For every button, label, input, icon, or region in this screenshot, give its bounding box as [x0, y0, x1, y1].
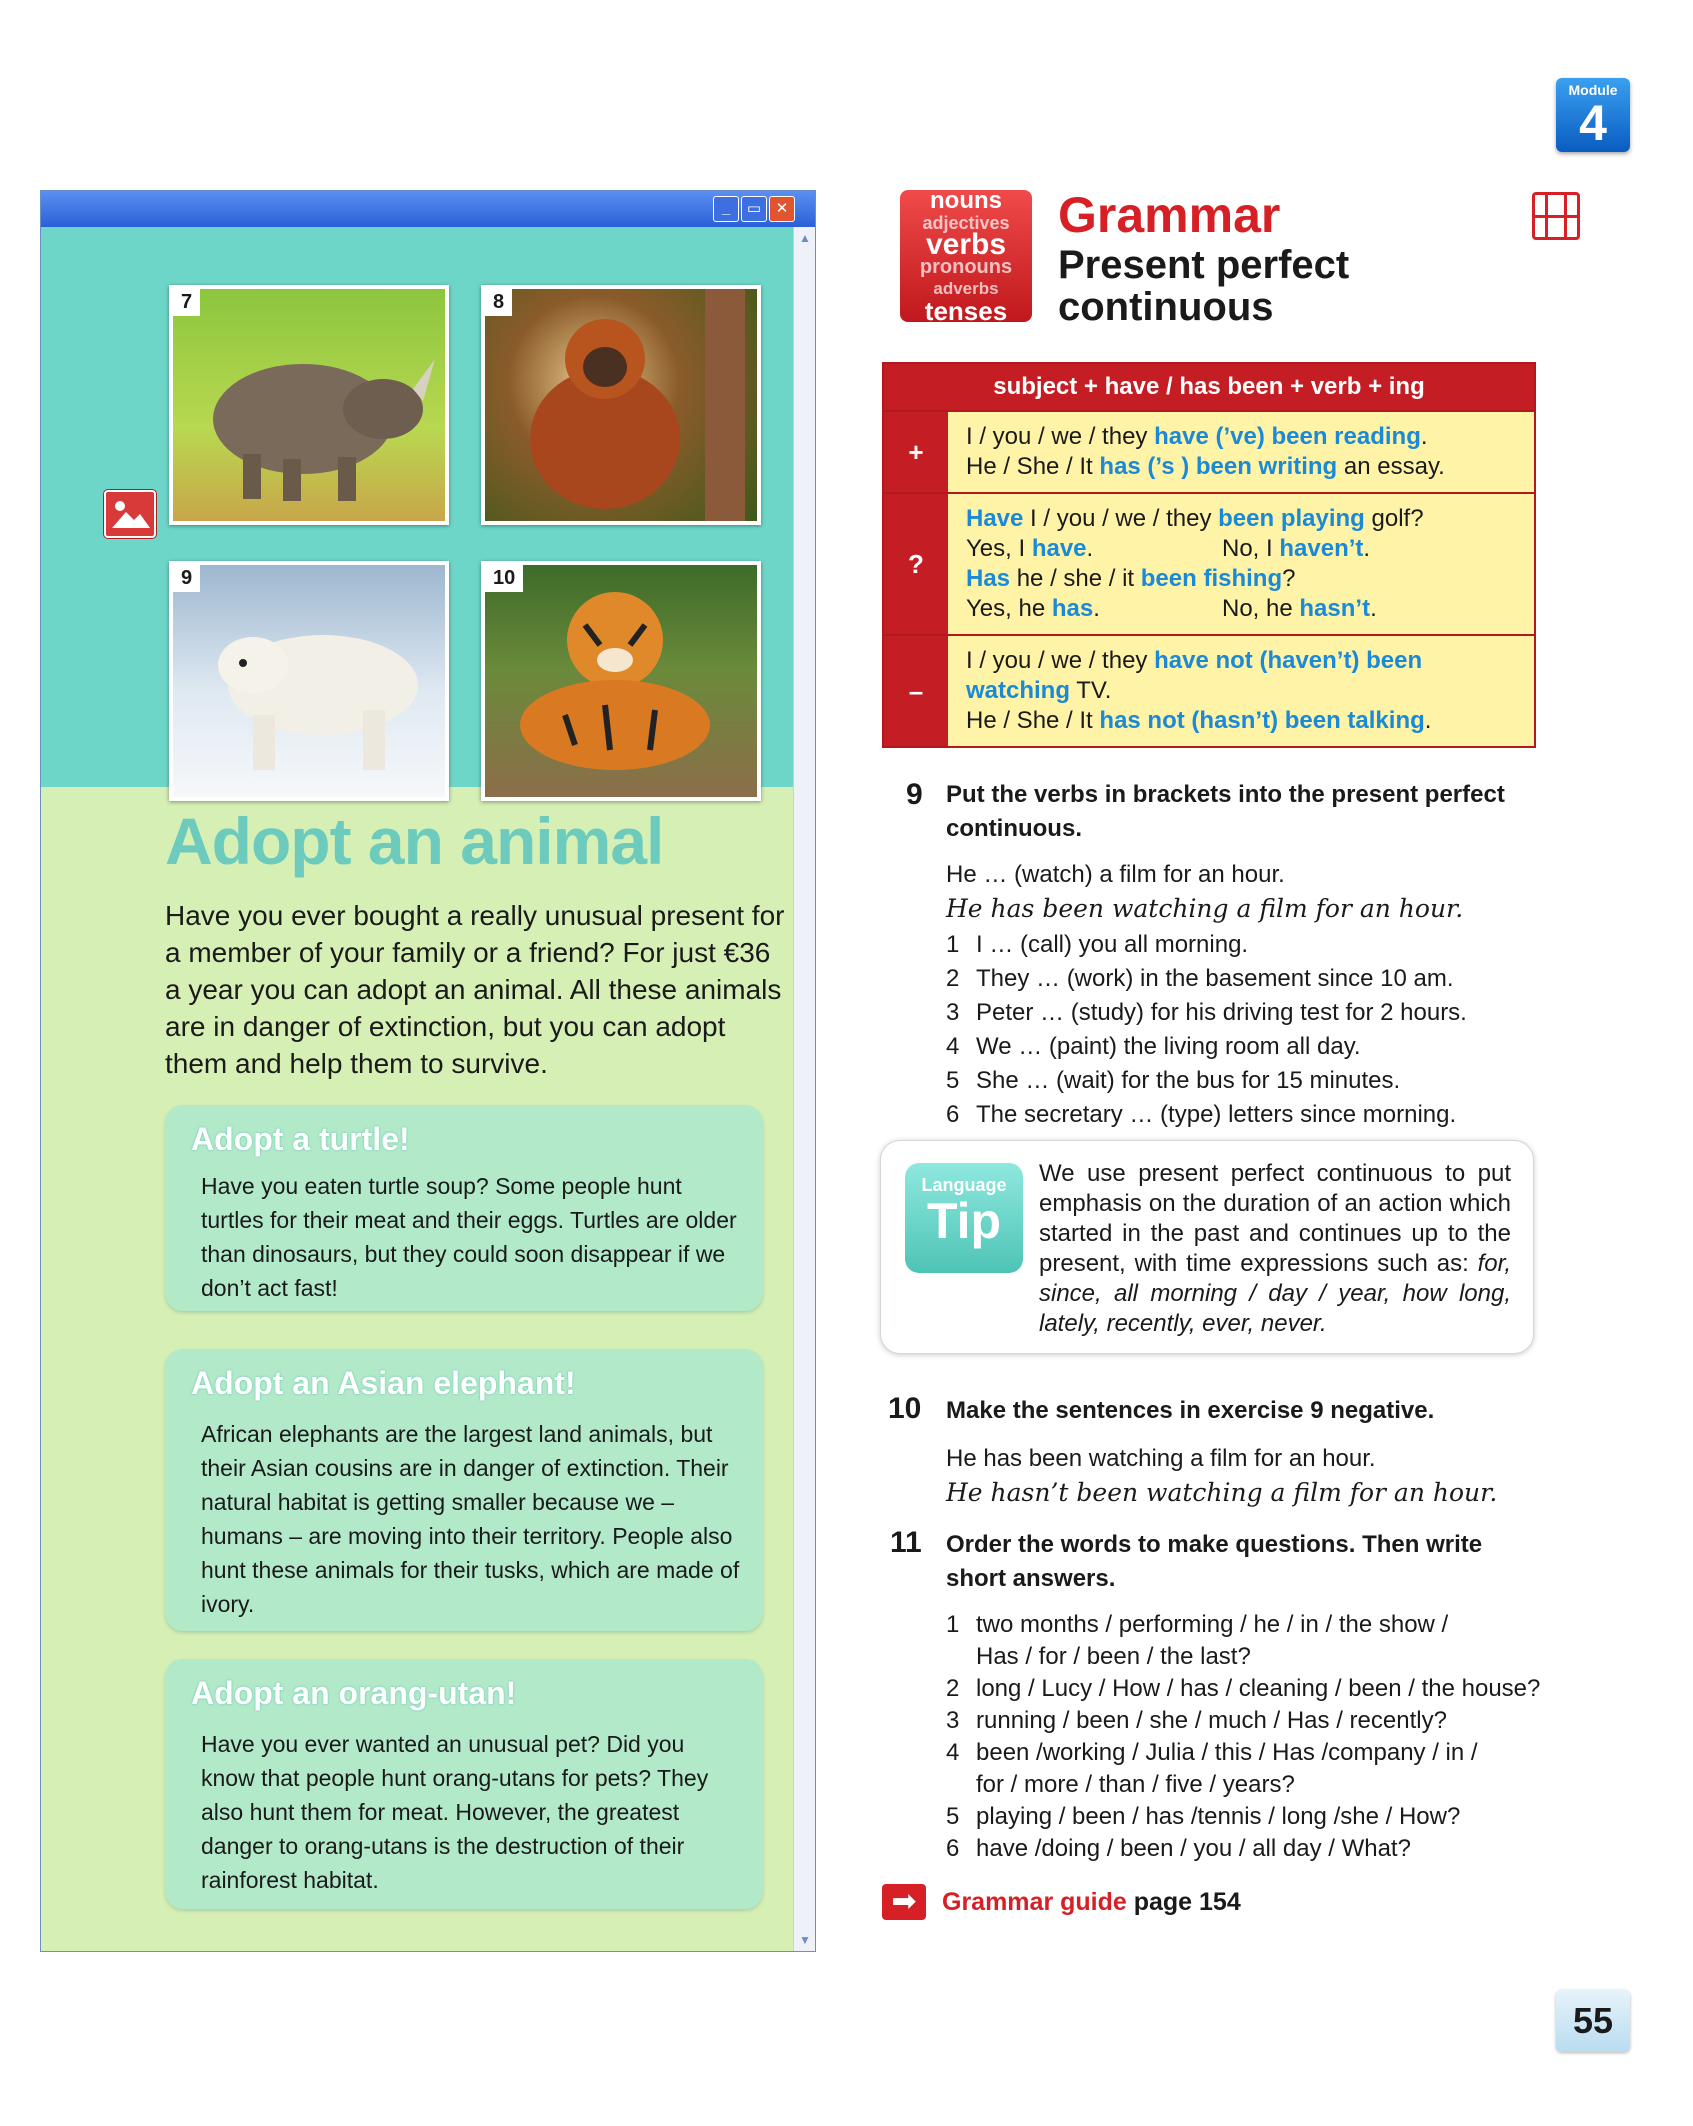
exercise-11-item-number: 4 [946, 1739, 960, 1766]
window-titlebar [41, 191, 816, 227]
minimize-button[interactable]: _ [713, 196, 739, 222]
grammar-table [882, 362, 1536, 748]
box-title: Adopt an Asian elephant! [191, 1365, 576, 1401]
photo-rhino[interactable] [169, 285, 449, 525]
scrollbar[interactable] [793, 227, 816, 1952]
exercise-10-number: 10 [888, 1392, 922, 1425]
logo-word: verbs [925, 228, 1007, 261]
text: TV. [1070, 677, 1112, 704]
exercise-9-item-text: They … (work) in the basement since 10 am. [976, 965, 1454, 992]
exercise-9-instruction: Put the verbs in brackets into the present perfect continuous. [946, 781, 1505, 842]
tip-text [1039, 1159, 1511, 1339]
photo-tiger[interactable] [481, 561, 761, 801]
orangutan-photo-icon [485, 289, 757, 521]
guide-link-label: Grammar guide [942, 1888, 1127, 1916]
exercise-9-item-text: She … (wait) for the bus for 15 minutes. [976, 1067, 1401, 1094]
text: . [1370, 595, 1377, 622]
exercise-11-item-text: two months / performing / he / in / the show / [976, 1611, 1449, 1638]
text: I / you / we / they [966, 647, 1155, 674]
exercise-10-instruction: Make the sentences in exercise 9 negative. [946, 1397, 1435, 1424]
photo-number: 7 [173, 289, 200, 316]
box-elephant [165, 1349, 763, 1631]
exercise-9-example: He … (watch) a film for an hour. [946, 861, 1285, 888]
language-tip-box [880, 1140, 1534, 1354]
film-icon[interactable] [1532, 192, 1580, 240]
polar-bear-photo-icon [173, 565, 445, 797]
image-gallery-icon[interactable] [104, 490, 156, 538]
module-badge [1556, 78, 1630, 152]
exercise-9-item-text: We … (paint) the living room all day. [976, 1033, 1361, 1060]
exercise-11-item-number: 5 [946, 1803, 960, 1830]
table-row-question [884, 492, 1534, 634]
text: . [1420, 423, 1428, 450]
text: He / She / It [966, 707, 1100, 734]
grammar-guide-link[interactable] [942, 1888, 1241, 1917]
exercise-11-item-text: have /doing / been / you / all day / What? [976, 1835, 1411, 1862]
module-label: Module [1568, 82, 1618, 98]
highlight: have [1031, 535, 1087, 562]
text: No, I [1222, 535, 1280, 562]
exercise-11-item-number: 1 [946, 1611, 960, 1638]
exercise-10-example-answer: He hasn’t been watching a film for an hour. [946, 1478, 1498, 1507]
adopt-intro: Have you ever bought a really unusual present for a member of your family or a friend? For just €36 a year you can adopt an animal. All these animals are in danger of extinction, but you can adopt them and help them to survive. [165, 900, 785, 1079]
highlight: has not (hasn’t) been talking [1099, 707, 1425, 734]
logo-word: adjectives [922, 213, 1010, 233]
tip-text-main: We use present perfect continuous to put emphasis on the duration of an action which started in the past and continues up to the present, with time expressions such as: [1039, 1160, 1511, 1277]
text: golf? [1364, 505, 1424, 532]
scroll-down-icon[interactable]: ▼ [799, 1933, 811, 1947]
row-symbol: ? [884, 494, 948, 634]
tip-text-expressions: for, since, all morning / day / year, how long, lately, recently, ever, never. [1039, 1250, 1511, 1337]
grammar-title: Grammar [1058, 187, 1281, 243]
arrow-right-icon[interactable]: ➡ [882, 1884, 926, 1920]
exercise-9-item-text: I … (call) you all morning. [976, 931, 1249, 958]
logo-word: tenses [924, 296, 1008, 322]
text: I / you / we / they [966, 423, 1155, 450]
highlight: Has [966, 565, 1011, 592]
box-text: African elephants are the largest land animals, but their Asian cousins are in danger of extinction. Their natural habitat is getting smaller because we – humans – are moving into their territory. People also hunt these animals for their tusks, which are made of ivory. [201, 1421, 740, 1617]
tip-badge-big: Tip [926, 1193, 1002, 1249]
text: No, he [1222, 595, 1300, 622]
photo-number: 8 [485, 289, 512, 316]
highlight: Have [966, 505, 1024, 532]
highlight: have (’ve) been reading [1154, 423, 1421, 450]
text: . [1363, 535, 1371, 562]
module-number: 4 [1579, 95, 1607, 151]
text: I / you / we / they [1023, 505, 1219, 532]
exercise-9-item-text: The secretary … (type) letters since morning. [976, 1101, 1457, 1128]
page-number: 55 [1556, 1990, 1630, 2052]
exercise-9-item-number: 1 [946, 931, 960, 958]
text: He / She / It [966, 453, 1100, 480]
text: . [1093, 595, 1100, 622]
exercise-9-item-number: 6 [946, 1101, 960, 1128]
exercise-11-item-text-cont: Has / for / been / the last? [976, 1643, 1251, 1670]
box-text: Have you eaten turtle soup? Some people hunt turtles for their meat and their eggs. Turtles are older than dinosaurs, but they could soon disappear if we don’t act fast! [201, 1173, 737, 1301]
text: . [1424, 707, 1432, 734]
logo-word: nouns [930, 190, 1002, 214]
exercise-9-number: 9 [906, 778, 923, 811]
close-button[interactable]: ✕ [769, 196, 795, 222]
box-title: Adopt an orang-utan! [191, 1675, 517, 1711]
tip-badge-small: Language [921, 1175, 1007, 1195]
exercise-9-item-number: 4 [946, 1033, 960, 1060]
table-row-negative [884, 634, 1534, 746]
text: ? [1282, 565, 1296, 592]
maximize-button[interactable]: ▭ [741, 196, 767, 222]
adopt-title: Adopt an animal [165, 804, 664, 878]
exercise-11-item-number: 6 [946, 1835, 960, 1862]
table-header: subject + have / has been + verb + ing [884, 364, 1534, 410]
guide-link-page: page 154 [1126, 1888, 1241, 1916]
logo-word: adverbs [933, 279, 999, 298]
scroll-up-icon[interactable]: ▲ [799, 231, 811, 245]
box-orangutan [165, 1659, 763, 1909]
photo-number: 9 [173, 565, 200, 592]
highlight: haven’t [1279, 535, 1364, 562]
photo-number: 10 [485, 565, 523, 592]
exercise-11-instruction: Order the words to make questions. Then write short answers. [946, 1531, 1483, 1592]
tip-badge [905, 1163, 1023, 1273]
text: he / she / it [1010, 565, 1141, 592]
adopt-window [40, 190, 816, 1952]
text: Yes, I [966, 535, 1032, 562]
text: Yes, he [966, 595, 1052, 622]
exercise-9-item-text: Peter … (study) for his driving test for 2 hours. [976, 999, 1467, 1026]
table-row-positive [884, 410, 1534, 492]
photo-orangutan[interactable] [481, 285, 761, 525]
exercise-9-example-answer: He has been watching a film for an hour. [946, 894, 1464, 923]
box-title: Adopt a turtle! [191, 1121, 410, 1157]
photo-polar-bear[interactable] [169, 561, 449, 801]
highlight: has [1051, 595, 1094, 622]
tiger-photo-icon [485, 565, 757, 797]
logo-word: pronouns [919, 256, 1013, 278]
highlight: hasn’t [1299, 595, 1371, 622]
box-text: Have you ever wanted an unusual pet? Did you know that people hunt orang-utans for pets? They also hunt them for meat. However, the greatest danger to orang-utans is the destruction of their rainforest habitat. [201, 1731, 709, 1893]
exercise-9-item-number: 2 [946, 965, 960, 992]
grammar-logo [900, 190, 1032, 322]
exercise-9-item-number: 3 [946, 999, 960, 1026]
exercise-11-item-text: running / been / she / much / Has / recently? [976, 1707, 1447, 1734]
grammar-subtitle: Present perfect continuous [1058, 243, 1350, 329]
highlight: has (’s ) been writing [1099, 453, 1338, 480]
row-symbol: + [884, 412, 948, 492]
exercise-11-item-number: 3 [946, 1707, 960, 1734]
exercise-10-example: He has been watching a film for an hour. [946, 1445, 1376, 1472]
exercise-11-item-text: playing / been / has /tennis / long /she / How? [976, 1803, 1461, 1830]
exercise-11-item-text: long / Lucy / How / has / cleaning / been / the house? [976, 1675, 1541, 1702]
exercise-9-item-number: 5 [946, 1067, 960, 1094]
rhino-photo-icon [173, 289, 445, 521]
exercise-11-item-number: 2 [946, 1675, 960, 1702]
highlight: been fishing [1140, 565, 1283, 592]
row-symbol: – [884, 636, 948, 746]
exercise-11-item-text-cont: for / more / than / five / years? [976, 1771, 1295, 1798]
text: an essay. [1337, 453, 1445, 480]
highlight: been playing [1218, 505, 1365, 532]
box-turtle [165, 1105, 763, 1311]
text: . [1086, 535, 1094, 562]
exercise-11-number: 11 [890, 1526, 922, 1559]
exercise-11-item-text: been /working / Julia / this / Has /company / in / [976, 1739, 1478, 1766]
highlight: have not (haven’t) been watching [966, 647, 1423, 704]
